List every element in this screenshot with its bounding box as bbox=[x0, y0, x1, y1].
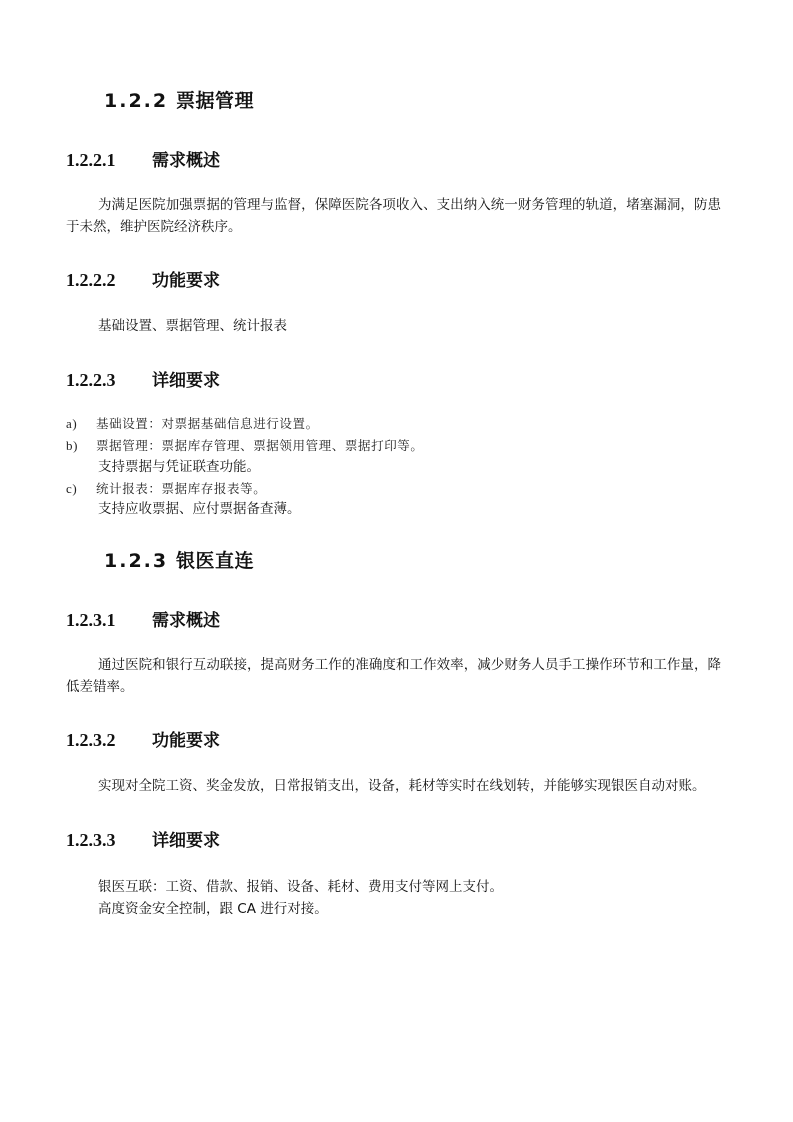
section-number: 1.2.3 bbox=[104, 550, 169, 572]
subsection-title: 功能要求 bbox=[152, 731, 220, 751]
list-text: 票据管理：票据库存管理、票据领用管理、票据打印等。 bbox=[96, 438, 424, 453]
subsection-number: 1.2.3.2 bbox=[66, 730, 116, 750]
list-text: 统计报表：票据库存报表等。 bbox=[96, 481, 267, 496]
subsection-number: 1.2.2.2 bbox=[66, 270, 116, 290]
subsection-title: 需求概述 bbox=[152, 611, 220, 631]
list-note: 支持应收票据、应付票据备查薄。 bbox=[98, 501, 301, 517]
paragraph-1-2-3-2: 实现对全院工资、奖金发放，日常报销支出，设备，耗材等实时在线划转，并能够实现银医自动对账。 bbox=[98, 778, 706, 794]
list-item bbox=[66, 436, 424, 454]
paragraph-1-2-2-1: 为满足医院加强票据的管理与监督，保障医院各项收入、支出纳入统一财务管理的轨道，堵塞漏洞，防患于未然，维护医院经济秩序。 bbox=[66, 197, 721, 235]
list-marker: c) bbox=[66, 481, 78, 496]
paragraph-1-2-3-1: 通过医院和银行互动联接，提高财务工作的准确度和工作效率，减少财务人员手工操作环节和工作量，降低差错率。 bbox=[66, 657, 721, 695]
list-marker: a) bbox=[66, 416, 78, 431]
subsection-title: 需求概述 bbox=[152, 151, 220, 171]
section-heading-1-2-3 bbox=[104, 546, 254, 573]
subsection-number: 1.2.2.1 bbox=[66, 150, 116, 170]
paragraph-1-2-3-3-line2: 高度资金安全控制，跟 CA 进行对接。 bbox=[98, 901, 328, 917]
subsection-title: 详细要求 bbox=[152, 831, 220, 851]
subsection-heading-1-2-3-1 bbox=[66, 606, 220, 631]
subsection-heading-1-2-3-2 bbox=[66, 726, 220, 751]
list-note: 支持票据与凭证联查功能。 bbox=[98, 459, 260, 475]
section-number: 1.2.2 bbox=[104, 90, 169, 112]
subsection-heading-1-2-3-3 bbox=[66, 826, 220, 851]
subsection-number: 1.2.2.3 bbox=[66, 370, 116, 390]
list-marker: b) bbox=[66, 438, 79, 453]
paragraph-1-2-2-2: 基础设置、票据管理、统计报表 bbox=[98, 318, 287, 334]
subsection-heading-1-2-2-2 bbox=[66, 266, 220, 291]
list-item bbox=[66, 414, 319, 432]
list-item bbox=[66, 479, 266, 497]
subsection-heading-1-2-2-1 bbox=[66, 146, 220, 171]
section-heading-1-2-2 bbox=[104, 86, 254, 113]
paragraph-1-2-3-3-line1: 银医互联：工资、借款、报销、设备、耗材、费用支付等网上支付。 bbox=[98, 879, 503, 895]
subsection-number: 1.2.3.3 bbox=[66, 830, 116, 850]
subsection-title: 详细要求 bbox=[152, 371, 220, 391]
subsection-heading-1-2-2-3 bbox=[66, 366, 220, 391]
subsection-title: 功能要求 bbox=[152, 271, 220, 291]
list-text: 基础设置：对票据基础信息进行设置。 bbox=[96, 416, 319, 431]
section-title: 银医直连 bbox=[176, 550, 255, 572]
section-title: 票据管理 bbox=[176, 90, 255, 112]
subsection-number: 1.2.3.1 bbox=[66, 610, 116, 630]
